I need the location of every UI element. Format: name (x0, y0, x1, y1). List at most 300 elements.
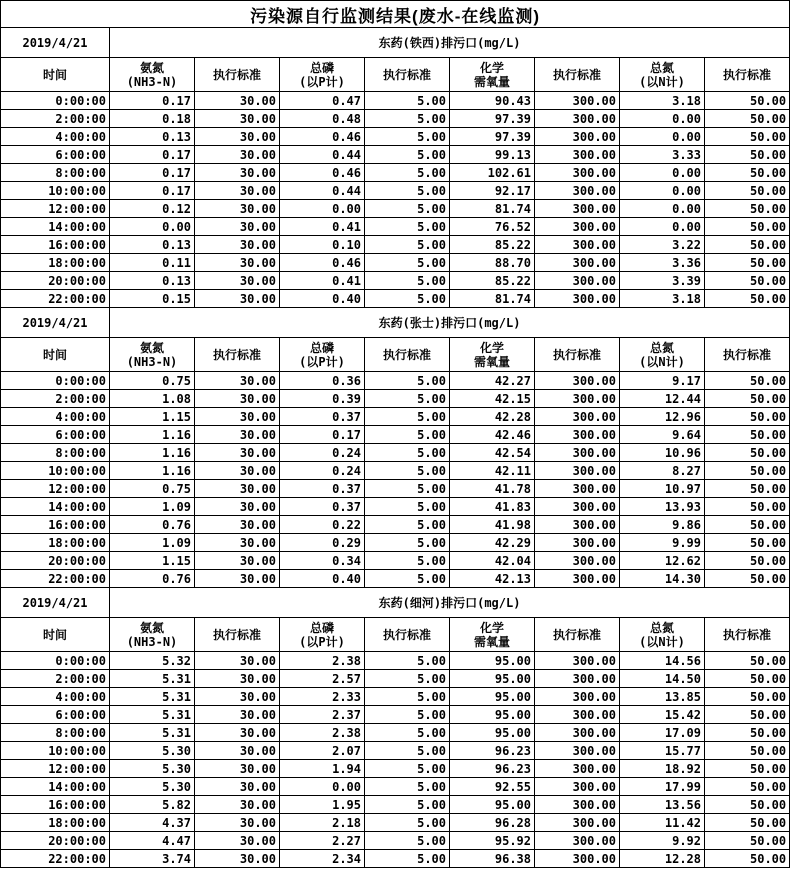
cell-tn: 0.00 (620, 218, 705, 236)
cell-time: 0:00:00 (1, 372, 110, 390)
cell-time: 18:00:00 (1, 534, 110, 552)
cell-tp: 0.00 (280, 200, 365, 218)
cell-cod_std: 300.00 (535, 796, 620, 814)
cell-cod_std: 300.00 (535, 498, 620, 516)
cell-tn: 12.96 (620, 408, 705, 426)
cell-nh3n_std: 30.00 (195, 670, 280, 688)
column-header-tn_std (705, 618, 790, 652)
cell-tn_std: 50.00 (705, 850, 790, 868)
cell-nh3n: 1.16 (110, 426, 195, 444)
cell-tp: 2.33 (280, 688, 365, 706)
cell-tn: 9.99 (620, 534, 705, 552)
cell-tn: 8.27 (620, 462, 705, 480)
cell-tn_std: 50.00 (705, 760, 790, 778)
cell-nh3n: 5.30 (110, 742, 195, 760)
cell-nh3n_std: 30.00 (195, 182, 280, 200)
column-header-line1: 化学 (479, 620, 504, 635)
cell-tn_std: 50.00 (705, 236, 790, 254)
column-header-tn (620, 338, 705, 372)
cell-nh3n: 0.13 (110, 272, 195, 290)
cell-tp_std: 5.00 (365, 796, 450, 814)
cell-tp_std: 5.00 (365, 272, 450, 290)
column-header-line1: 时间 (42, 67, 67, 82)
table-row (1, 92, 790, 110)
cell-time: 22:00:00 (1, 290, 110, 308)
table-row (1, 832, 790, 850)
cell-tn_std: 50.00 (705, 688, 790, 706)
column-header-nh3n (110, 618, 195, 652)
cell-nh3n: 0.12 (110, 200, 195, 218)
cell-cod_std: 300.00 (535, 706, 620, 724)
cell-cod: 95.92 (450, 832, 535, 850)
cell-tp: 0.44 (280, 182, 365, 200)
cell-tp: 0.37 (280, 480, 365, 498)
column-header-tp (280, 338, 365, 372)
column-header-line1: 时间 (42, 627, 67, 642)
cell-time: 2:00:00 (1, 670, 110, 688)
cell-tn_std: 50.00 (705, 552, 790, 570)
cell-tn_std: 50.00 (705, 146, 790, 164)
section-date: 2019/4/21 (1, 588, 110, 618)
cell-tp: 0.37 (280, 408, 365, 426)
cell-nh3n: 5.30 (110, 778, 195, 796)
cell-cod: 88.70 (450, 254, 535, 272)
cell-cod_std: 300.00 (535, 146, 620, 164)
cell-cod: 42.29 (450, 534, 535, 552)
table-row (1, 552, 790, 570)
cell-cod_std: 300.00 (535, 552, 620, 570)
cell-tn: 3.18 (620, 290, 705, 308)
cell-tp: 0.40 (280, 570, 365, 588)
cell-nh3n: 0.18 (110, 110, 195, 128)
cell-tn_std: 50.00 (705, 182, 790, 200)
cell-tn: 10.97 (620, 480, 705, 498)
cell-tp_std: 5.00 (365, 408, 450, 426)
cell-cod: 92.17 (450, 182, 535, 200)
cell-tn_std: 50.00 (705, 534, 790, 552)
cell-nh3n_std: 30.00 (195, 534, 280, 552)
cell-tp_std: 5.00 (365, 290, 450, 308)
cell-tp: 2.07 (280, 742, 365, 760)
column-header-cod_std (535, 58, 620, 92)
column-header-line2: (以N计) (639, 74, 685, 89)
cell-tp: 0.29 (280, 534, 365, 552)
cell-nh3n: 0.13 (110, 236, 195, 254)
column-header-nh3n_std (195, 618, 280, 652)
column-header-line1: 总磷 (309, 340, 334, 355)
cell-tn_std: 50.00 (705, 742, 790, 760)
cell-tn_std: 50.00 (705, 706, 790, 724)
table-row (1, 272, 790, 290)
cell-cod_std: 300.00 (535, 462, 620, 480)
cell-tn_std: 50.00 (705, 272, 790, 290)
column-header-time (1, 618, 110, 652)
table-row (1, 706, 790, 724)
cell-tn_std: 50.00 (705, 462, 790, 480)
cell-cod_std: 300.00 (535, 182, 620, 200)
cell-tp: 0.24 (280, 444, 365, 462)
cell-tn_std: 50.00 (705, 200, 790, 218)
cell-tn_std: 50.00 (705, 110, 790, 128)
cell-nh3n_std: 30.00 (195, 814, 280, 832)
cell-nh3n_std: 30.00 (195, 164, 280, 182)
cell-nh3n: 5.30 (110, 760, 195, 778)
section-outlet-title: 东药(张士)排污口(mg/L) (110, 308, 790, 338)
cell-nh3n: 5.82 (110, 796, 195, 814)
cell-nh3n: 0.17 (110, 164, 195, 182)
cell-cod: 96.28 (450, 814, 535, 832)
cell-time: 4:00:00 (1, 688, 110, 706)
table-row (1, 408, 790, 426)
column-header-row (1, 338, 790, 372)
cell-nh3n: 3.74 (110, 850, 195, 868)
cell-nh3n_std: 30.00 (195, 688, 280, 706)
cell-nh3n_std: 30.00 (195, 290, 280, 308)
cell-nh3n: 4.47 (110, 832, 195, 850)
cell-tp_std: 5.00 (365, 146, 450, 164)
cell-tn: 9.92 (620, 832, 705, 850)
cell-tp_std: 5.00 (365, 128, 450, 146)
cell-tp_std: 5.00 (365, 164, 450, 182)
cell-cod_std: 300.00 (535, 688, 620, 706)
column-header-tp_std (365, 338, 450, 372)
table-row (1, 426, 790, 444)
cell-cod_std: 300.00 (535, 832, 620, 850)
cell-cod: 42.15 (450, 390, 535, 408)
cell-nh3n: 5.31 (110, 724, 195, 742)
column-header-cod_std (535, 338, 620, 372)
cell-cod_std: 300.00 (535, 760, 620, 778)
cell-tp_std: 5.00 (365, 814, 450, 832)
cell-tp: 2.38 (280, 724, 365, 742)
cell-cod: 81.74 (450, 200, 535, 218)
cell-cod_std: 300.00 (535, 200, 620, 218)
column-header-line1: 执行标准 (552, 627, 601, 642)
section-header (1, 588, 790, 618)
cell-cod: 96.38 (450, 850, 535, 868)
column-header-line1: 氨氮 (139, 60, 164, 75)
cell-cod: 96.23 (450, 760, 535, 778)
cell-tn: 9.17 (620, 372, 705, 390)
column-header-cod (450, 58, 535, 92)
cell-nh3n_std: 30.00 (195, 498, 280, 516)
cell-cod_std: 300.00 (535, 444, 620, 462)
cell-nh3n_std: 30.00 (195, 724, 280, 742)
cell-tn_std: 50.00 (705, 652, 790, 670)
cell-nh3n_std: 30.00 (195, 92, 280, 110)
column-header-line2: (以N计) (639, 634, 685, 649)
table-row (1, 390, 790, 408)
cell-tp: 0.36 (280, 372, 365, 390)
cell-cod_std: 300.00 (535, 290, 620, 308)
cell-cod: 95.00 (450, 652, 535, 670)
cell-nh3n: 1.09 (110, 534, 195, 552)
cell-nh3n: 5.31 (110, 706, 195, 724)
column-header-line1: 执行标准 (382, 67, 431, 82)
cell-cod_std: 300.00 (535, 778, 620, 796)
cell-cod: 97.39 (450, 110, 535, 128)
cell-tn: 0.00 (620, 164, 705, 182)
cell-tn_std: 50.00 (705, 426, 790, 444)
column-header-line1: 总磷 (309, 60, 334, 75)
table-row (1, 688, 790, 706)
table-row (1, 110, 790, 128)
cell-nh3n_std: 30.00 (195, 570, 280, 588)
column-header-time (1, 58, 110, 92)
cell-tn: 10.96 (620, 444, 705, 462)
cell-tp_std: 5.00 (365, 200, 450, 218)
cell-cod_std: 300.00 (535, 372, 620, 390)
cell-time: 6:00:00 (1, 146, 110, 164)
cell-tp: 0.41 (280, 272, 365, 290)
cell-cod: 95.00 (450, 706, 535, 724)
cell-tp_std: 5.00 (365, 372, 450, 390)
column-header-line1: 执行标准 (723, 347, 772, 362)
cell-time: 4:00:00 (1, 408, 110, 426)
cell-tp_std: 5.00 (365, 92, 450, 110)
cell-cod_std: 300.00 (535, 670, 620, 688)
cell-tp: 1.95 (280, 796, 365, 814)
cell-time: 14:00:00 (1, 498, 110, 516)
cell-cod: 85.22 (450, 236, 535, 254)
cell-tn_std: 50.00 (705, 570, 790, 588)
cell-tp: 0.34 (280, 552, 365, 570)
cell-nh3n_std: 30.00 (195, 652, 280, 670)
cell-tp_std: 5.00 (365, 444, 450, 462)
cell-cod: 42.04 (450, 552, 535, 570)
column-header-nh3n (110, 58, 195, 92)
cell-tp_std: 5.00 (365, 760, 450, 778)
cell-cod_std: 300.00 (535, 480, 620, 498)
cell-time: 18:00:00 (1, 814, 110, 832)
cell-tn_std: 50.00 (705, 444, 790, 462)
cell-tn_std: 50.00 (705, 814, 790, 832)
cell-cod_std: 300.00 (535, 254, 620, 272)
column-header-line1: 总磷 (309, 620, 334, 635)
column-header-line2: 需氧量 (473, 354, 510, 369)
cell-tp: 0.39 (280, 390, 365, 408)
cell-tp: 0.00 (280, 778, 365, 796)
column-header-line1: 执行标准 (382, 347, 431, 362)
cell-cod_std: 300.00 (535, 724, 620, 742)
table-row (1, 850, 790, 868)
cell-tp: 2.37 (280, 706, 365, 724)
cell-cod: 95.00 (450, 724, 535, 742)
cell-nh3n: 0.76 (110, 570, 195, 588)
cell-tp: 0.46 (280, 128, 365, 146)
column-header-line1: 时间 (42, 347, 67, 362)
section-header (1, 308, 790, 338)
cell-nh3n: 0.17 (110, 146, 195, 164)
cell-cod: 76.52 (450, 218, 535, 236)
cell-tn: 15.77 (620, 742, 705, 760)
cell-tn: 14.56 (620, 652, 705, 670)
cell-cod_std: 300.00 (535, 814, 620, 832)
column-header-tp (280, 618, 365, 652)
column-header-line1: 执行标准 (212, 627, 261, 642)
cell-cod: 41.98 (450, 516, 535, 534)
column-header-tn_std (705, 58, 790, 92)
cell-nh3n_std: 30.00 (195, 254, 280, 272)
cell-cod: 42.13 (450, 570, 535, 588)
column-header-line2: (以P计) (299, 74, 345, 89)
column-header-line1: 执行标准 (212, 67, 261, 82)
cell-time: 14:00:00 (1, 778, 110, 796)
cell-tn: 0.00 (620, 110, 705, 128)
cell-nh3n_std: 30.00 (195, 390, 280, 408)
cell-nh3n: 0.76 (110, 516, 195, 534)
cell-tn_std: 50.00 (705, 92, 790, 110)
column-header-line1: 执行标准 (723, 627, 772, 642)
table-row (1, 534, 790, 552)
column-header-cod (450, 618, 535, 652)
cell-nh3n_std: 30.00 (195, 200, 280, 218)
cell-cod_std: 300.00 (535, 390, 620, 408)
cell-nh3n_std: 30.00 (195, 516, 280, 534)
cell-time: 12:00:00 (1, 480, 110, 498)
cell-tp_std: 5.00 (365, 390, 450, 408)
cell-tn: 13.56 (620, 796, 705, 814)
cell-tn: 3.33 (620, 146, 705, 164)
table-row (1, 200, 790, 218)
cell-nh3n: 0.00 (110, 218, 195, 236)
cell-tn: 3.36 (620, 254, 705, 272)
cell-tn_std: 50.00 (705, 498, 790, 516)
cell-time: 16:00:00 (1, 236, 110, 254)
cell-cod_std: 300.00 (535, 534, 620, 552)
column-header-line1: 总氮 (649, 340, 674, 355)
cell-cod_std: 300.00 (535, 408, 620, 426)
cell-nh3n: 0.15 (110, 290, 195, 308)
cell-tn: 3.22 (620, 236, 705, 254)
cell-tp: 0.17 (280, 426, 365, 444)
column-header-line2: 需氧量 (473, 74, 510, 89)
table-row (1, 670, 790, 688)
cell-time: 16:00:00 (1, 516, 110, 534)
cell-nh3n: 1.16 (110, 462, 195, 480)
cell-time: 8:00:00 (1, 164, 110, 182)
cell-nh3n_std: 30.00 (195, 272, 280, 290)
cell-time: 10:00:00 (1, 742, 110, 760)
cell-time: 16:00:00 (1, 796, 110, 814)
cell-tn: 0.00 (620, 200, 705, 218)
table-row (1, 796, 790, 814)
cell-time: 18:00:00 (1, 254, 110, 272)
cell-tp_std: 5.00 (365, 534, 450, 552)
cell-cod: 42.46 (450, 426, 535, 444)
cell-tp: 2.34 (280, 850, 365, 868)
cell-tn_std: 50.00 (705, 778, 790, 796)
column-header-cod (450, 338, 535, 372)
column-header-line2: 需氧量 (473, 634, 510, 649)
cell-time: 6:00:00 (1, 706, 110, 724)
cell-tp_std: 5.00 (365, 570, 450, 588)
table-row (1, 480, 790, 498)
cell-tn_std: 50.00 (705, 390, 790, 408)
column-header-line1: 化学 (479, 60, 504, 75)
column-header-row (1, 58, 790, 92)
cell-cod: 96.23 (450, 742, 535, 760)
cell-tp_std: 5.00 (365, 850, 450, 868)
cell-nh3n_std: 30.00 (195, 236, 280, 254)
cell-cod_std: 300.00 (535, 516, 620, 534)
cell-nh3n: 1.16 (110, 444, 195, 462)
table-row (1, 290, 790, 308)
cell-tn_std: 50.00 (705, 832, 790, 850)
cell-tp_std: 5.00 (365, 552, 450, 570)
cell-tn_std: 50.00 (705, 724, 790, 742)
cell-tp: 2.57 (280, 670, 365, 688)
cell-tp: 0.22 (280, 516, 365, 534)
column-header-line2: (NH3-N) (126, 634, 178, 649)
cell-nh3n_std: 30.00 (195, 480, 280, 498)
cell-tp_std: 5.00 (365, 480, 450, 498)
column-header-cod_std (535, 618, 620, 652)
cell-time: 2:00:00 (1, 390, 110, 408)
table-row (1, 570, 790, 588)
table-row (1, 372, 790, 390)
cell-nh3n_std: 30.00 (195, 426, 280, 444)
cell-nh3n_std: 30.00 (195, 706, 280, 724)
cell-cod_std: 300.00 (535, 272, 620, 290)
cell-tn: 18.92 (620, 760, 705, 778)
cell-tn: 12.62 (620, 552, 705, 570)
cell-tn: 3.18 (620, 92, 705, 110)
column-header-line1: 总氮 (649, 60, 674, 75)
cell-cod_std: 300.00 (535, 92, 620, 110)
cell-cod: 42.11 (450, 462, 535, 480)
cell-cod_std: 300.00 (535, 652, 620, 670)
cell-time: 0:00:00 (1, 652, 110, 670)
cell-tp_std: 5.00 (365, 832, 450, 850)
table-row (1, 254, 790, 272)
cell-cod_std: 300.00 (535, 236, 620, 254)
column-header-line1: 氨氮 (139, 340, 164, 355)
cell-cod_std: 300.00 (535, 128, 620, 146)
cell-nh3n_std: 30.00 (195, 796, 280, 814)
cell-nh3n: 0.75 (110, 480, 195, 498)
cell-cod: 99.13 (450, 146, 535, 164)
cell-tn_std: 50.00 (705, 254, 790, 272)
cell-tp_std: 5.00 (365, 670, 450, 688)
cell-time: 14:00:00 (1, 218, 110, 236)
cell-tp: 0.48 (280, 110, 365, 128)
cell-nh3n_std: 30.00 (195, 850, 280, 868)
column-header-tp_std (365, 618, 450, 652)
cell-cod: 102.61 (450, 164, 535, 182)
cell-tp_std: 5.00 (365, 218, 450, 236)
cell-tn: 9.64 (620, 426, 705, 444)
cell-tn: 14.30 (620, 570, 705, 588)
section-header (1, 28, 790, 58)
cell-nh3n_std: 30.00 (195, 146, 280, 164)
section-outlet-title: 东药(铁西)排污口(mg/L) (110, 28, 790, 58)
column-header-line1: 执行标准 (382, 627, 431, 642)
cell-nh3n: 0.13 (110, 128, 195, 146)
cell-tp_std: 5.00 (365, 652, 450, 670)
cell-nh3n_std: 30.00 (195, 552, 280, 570)
column-header-tn_std (705, 338, 790, 372)
cell-time: 20:00:00 (1, 832, 110, 850)
cell-tp_std: 5.00 (365, 778, 450, 796)
cell-tn: 3.39 (620, 272, 705, 290)
cell-tp: 0.47 (280, 92, 365, 110)
cell-tp: 2.38 (280, 652, 365, 670)
cell-nh3n_std: 30.00 (195, 778, 280, 796)
cell-tn_std: 50.00 (705, 218, 790, 236)
cell-cod_std: 300.00 (535, 850, 620, 868)
cell-nh3n_std: 30.00 (195, 832, 280, 850)
